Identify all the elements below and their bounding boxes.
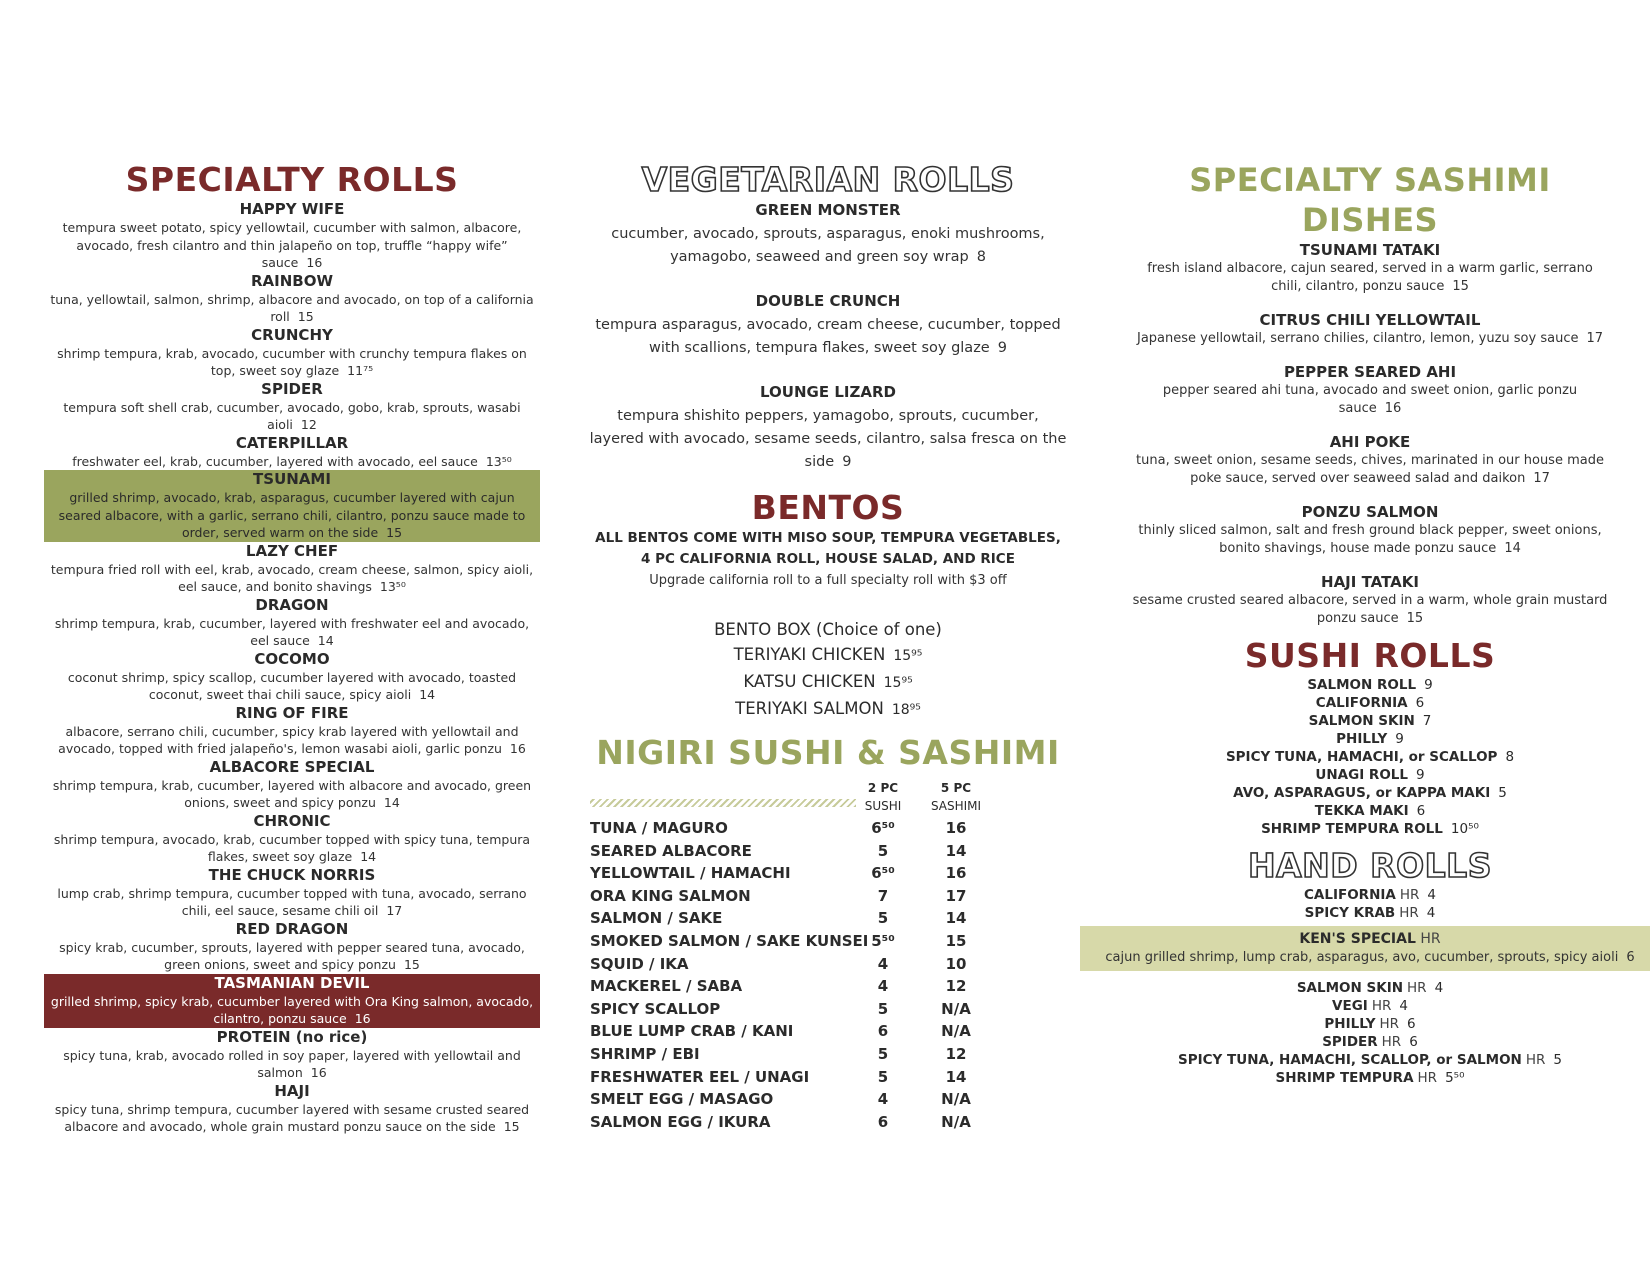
roll-desc — [48, 885, 536, 920]
sushi-roll-price: 9 — [1416, 767, 1425, 783]
nigiri-sashimi-price: 14 — [945, 1067, 967, 1086]
roll-name: LAZY CHEF — [245, 541, 339, 560]
sashimi-dish-price: 17 — [1586, 331, 1604, 346]
specialty-roll-item — [44, 326, 540, 380]
nigiri-name: MACKEREL / SABA — [590, 977, 743, 996]
specialty-roll-item — [44, 542, 540, 596]
sushi-rolls-list — [1130, 676, 1610, 838]
roll-desc-text: spicy tuna, krab, avocado rolled in soy paper, layered with yellowtail and salmon — [63, 1047, 521, 1080]
roll-price: 15 — [386, 525, 403, 540]
kens-special-price: 6 — [1626, 950, 1635, 965]
sashimi-dish-desc — [1130, 452, 1610, 488]
sashimi-dish-desc-text: Japanese yellowtail, serrano chilies, cilantro, lemon, yuzu soy sauce — [1136, 331, 1579, 346]
roll-name: HAJI — [274, 1081, 310, 1100]
nigiri-row — [588, 864, 1068, 887]
specialty-roll-item — [44, 1082, 540, 1136]
sushi-roll-item — [1130, 820, 1610, 838]
sashimi-dishes-title: SPECIALTY SASHIMI DISHES — [1189, 161, 1551, 239]
roll-desc-text: freshwater eel, krab, cucumber, layered with avocado, eel sauce — [72, 453, 478, 469]
nigiri-name: SALMON EGG / IKURA — [590, 1112, 771, 1131]
nigiri-sashimi-price: N/A — [941, 1022, 971, 1041]
sashimi-dish-item — [1130, 310, 1610, 348]
sushi-roll-price: 9 — [1424, 677, 1433, 693]
sushi-roll-price: 6 — [1416, 803, 1426, 819]
veg-roll-desc — [588, 314, 1068, 360]
sashimi-dish-desc-text: pepper seared ahi tuna, avocado and sweet onion, garlic ponzu sauce — [1162, 383, 1578, 416]
roll-desc — [48, 399, 536, 434]
hand-roll-price: 4 — [1434, 980, 1444, 996]
roll-desc — [48, 291, 536, 326]
sashimi-dishes-list — [1130, 240, 1610, 628]
nigiri-row — [588, 932, 1068, 955]
roll-desc — [48, 615, 536, 650]
nigiri-sushi-price: 5 — [877, 1067, 889, 1086]
sushi-roll-item — [1130, 766, 1610, 784]
vegetarian-rolls-title: VEGETARIAN ROLLS — [641, 160, 1015, 199]
sushi-roll-name: SALMON ROLL — [1307, 677, 1417, 693]
roll-desc-text: tempura fried roll with eel, krab, avocado, cream cheese, salmon, spicy aioli, eel sauce, and bonito shavings — [50, 561, 534, 594]
specialty-rolls-title: SPECIALTY ROLLS — [125, 160, 459, 199]
bento-list — [588, 642, 1068, 723]
sashimi-dish-name: HAJI TATAKI — [1321, 573, 1419, 591]
roll-price: 16 — [306, 255, 323, 270]
sushi-roll-item — [1130, 802, 1610, 820]
roll-name: COCOMO — [254, 649, 330, 668]
specialty-roll-item — [44, 920, 540, 974]
kens-special-desc-text: cajun grilled shrimp, lump crab, asparagus, avo, cucumber, sprouts, spicy aioli — [1105, 950, 1619, 965]
sashimi-dish-price: 15 — [1406, 611, 1424, 626]
sushi-roll-name: SALMON SKIN — [1308, 713, 1415, 729]
hand-roll-price: 6 — [1407, 1016, 1416, 1032]
specialty-roll-item — [44, 866, 540, 920]
sushi-rolls-title: SUSHI ROLLS — [1244, 636, 1496, 675]
decorative-hatch — [590, 799, 856, 807]
nigiri-row — [588, 842, 1068, 865]
nigiri-sashimi-label: SASHIMI — [930, 799, 982, 813]
kens-special-title: KEN'S SPECIAL — [1299, 931, 1416, 947]
hand-roll-price: 4 — [1399, 998, 1408, 1014]
hr-tag: HR — [1381, 1034, 1402, 1050]
sashimi-dish-desc-text: fresh island albacore, cajun seared, served in a warm garlic, serrano chili, cilantro, ponzu sauce — [1147, 261, 1593, 294]
specialty-roll-item — [44, 596, 540, 650]
nigiri-sushi-price: 5⁵⁰ — [871, 931, 895, 950]
hr-tag: HR — [1379, 1016, 1400, 1032]
nigiri-sashimi-price: 12 — [945, 977, 967, 996]
bentos-upgrade-note: Upgrade california roll to a full specialty roll with $3 off — [649, 573, 1007, 588]
specialty-roll-item — [44, 272, 540, 326]
veg-roll-name: DOUBLE CRUNCH — [755, 292, 901, 310]
bento-box-heading: BENTO BOX (Choice of one) — [714, 620, 942, 639]
nigiri-row — [588, 1000, 1068, 1023]
veg-roll-desc — [588, 405, 1068, 474]
roll-name: CHRONIC — [253, 811, 331, 830]
roll-name: CATERPILLAR — [235, 433, 349, 452]
kens-special-box — [1080, 926, 1650, 971]
specialty-roll-item — [44, 434, 540, 471]
sashimi-dish-price: 16 — [1384, 401, 1402, 416]
hr-tag: HR — [1420, 931, 1441, 947]
roll-desc-text: grilled shrimp, avocado, krab, asparagus, cucumber layered with cajun seared albacore, with a garlic, serrano chili, cilantro, ponzu sauce made to order, served warm on the side — [58, 490, 526, 540]
nigiri-table — [588, 819, 1068, 1135]
sushi-roll-name: TEKKA MAKI — [1314, 803, 1409, 819]
sushi-roll-item — [1130, 676, 1610, 694]
sashimi-dish-desc-text: tuna, sweet onion, sesame seeds, chives, marinated in our house made poke sauce, served over seaweed salad and daikon — [1136, 453, 1604, 486]
nigiri-row — [588, 1113, 1068, 1136]
roll-name: ALBACORE SPECIAL — [209, 757, 375, 776]
roll-price: 14 — [419, 687, 436, 702]
specialty-rolls-column — [44, 160, 540, 1136]
nigiri-name: BLUE LUMP CRAB / KANI — [590, 1022, 794, 1041]
hand-roll-price: 6 — [1409, 1034, 1418, 1050]
nigiri-sushi-count: 2 PC — [867, 781, 899, 795]
sashimi-dish-name: TSUNAMI TATAKI — [1299, 241, 1441, 259]
specialty-roll-item — [44, 380, 540, 434]
specialty-roll-item — [44, 812, 540, 866]
sushi-roll-item — [1130, 748, 1610, 766]
hand-roll-price: 5⁵⁰ — [1445, 1070, 1465, 1086]
nigiri-row — [588, 955, 1068, 978]
roll-desc-text: albacore, serrano chili, cucumber, spicy krab layered with yellowtail and avocado, topped with fried jalapeño's, lemon wasabi aioli, garlic ponzu — [58, 723, 519, 756]
roll-desc-text: shrimp tempura, krab, avocado, cucumber with crunchy tempura flakes on top, sweet soy glaze — [57, 345, 527, 378]
sashimi-dish-item — [1130, 432, 1610, 488]
nigiri-row — [588, 977, 1068, 1000]
roll-desc-text: shrimp tempura, avocado, krab, cucumber topped with spicy tuna, tempura flakes, sweet soy glaze — [53, 831, 531, 864]
nigiri-name: SMOKED SALMON / SAKE KUNSEI — [590, 931, 869, 950]
nigiri-row — [588, 887, 1068, 910]
nigiri-header — [588, 779, 1068, 819]
roll-price: 15 — [297, 309, 314, 324]
hand-roll-name: SPICY KRAB — [1304, 905, 1396, 921]
bento-item — [588, 669, 1068, 696]
sashimi-dish-price: 17 — [1533, 471, 1550, 486]
roll-price: 16 — [509, 741, 526, 756]
sushi-roll-name: CALIFORNIA — [1315, 695, 1408, 711]
hand-roll-item — [1130, 997, 1610, 1015]
nigiri-name: SQUID / IKA — [590, 954, 689, 973]
hand-roll-name: CALIFORNIA — [1304, 887, 1396, 903]
sushi-roll-item — [1130, 784, 1610, 802]
hand-roll-name: SHRIMP TEMPURA — [1275, 1070, 1414, 1086]
roll-price: 15 — [403, 957, 420, 972]
nigiri-sushi-price: 5 — [877, 1044, 889, 1063]
bento-price: 18⁹⁵ — [891, 702, 921, 718]
specialty-roll-item — [44, 470, 540, 542]
sashimi-dish-desc-text: thinly sliced salmon, salt and fresh ground black pepper, sweet onions, bonito shavings, house made ponzu sauce — [1138, 523, 1602, 556]
veg-roll-name: GREEN MONSTER — [755, 201, 901, 219]
roll-name: THE CHUCK NORRIS — [208, 865, 376, 884]
sushi-roll-item — [1130, 730, 1610, 748]
roll-name: CRUNCHY — [251, 325, 333, 344]
roll-desc — [48, 561, 536, 596]
roll-desc-text: spicy krab, cucumber, sprouts, layered with pepper seared tuna, avocado, green onions, sweet and spicy ponzu — [59, 939, 525, 972]
hand-rolls-list-bottom — [1130, 979, 1610, 1087]
roll-name: PROTEIN (no rice) — [216, 1027, 368, 1046]
hand-rolls-list-top — [1130, 886, 1610, 922]
nigiri-sashimi-price: N/A — [941, 999, 971, 1018]
specialty-roll-item — [44, 704, 540, 758]
specialty-rolls-list — [44, 200, 540, 1136]
hand-roll-price: 4 — [1426, 905, 1436, 921]
nigiri-row — [588, 1022, 1068, 1045]
roll-desc — [48, 453, 536, 471]
specialty-roll-item — [44, 1028, 540, 1082]
roll-desc-text: tempura soft shell crab, cucumber, avocado, gobo, krab, sprouts, wasabi aioli — [63, 399, 521, 432]
hand-roll-name: SALMON SKIN — [1296, 980, 1404, 996]
hand-roll-item — [1130, 1015, 1610, 1033]
roll-price: 16 — [354, 1011, 371, 1026]
bento-name: KATSU CHICKEN — [743, 672, 876, 691]
nigiri-sashimi-price: N/A — [941, 1112, 971, 1131]
roll-desc-text: tuna, yellowtail, salmon, shrimp, albacore and avocado, on top of a california roll — [50, 291, 534, 324]
nigiri-sushi-header — [848, 779, 918, 815]
hr-tag: HR — [1399, 887, 1420, 903]
roll-price: 16 — [310, 1065, 327, 1080]
veg-roll-desc-text: tempura shishito peppers, yamagobo, sprouts, cucumber, layered with avocado, sesame seeds, cilantro, salsa fresca on the side — [589, 408, 1067, 470]
sushi-roll-price: 8 — [1505, 749, 1515, 765]
roll-price: 13⁵⁰ — [379, 579, 406, 594]
roll-desc — [48, 345, 536, 380]
vegetarian-rolls-list — [588, 200, 1068, 474]
hand-roll-price: 4 — [1427, 887, 1436, 903]
sashimi-dish-price: 15 — [1452, 279, 1469, 294]
sushi-roll-name: AVO, ASPARAGUS, or KAPPA MAKI — [1233, 785, 1491, 801]
veg-roll-desc-text: tempura asparagus, avocado, cream cheese, cucumber, topped with scallions, tempura flakes, sweet soy glaze — [595, 317, 1061, 356]
nigiri-sashimi-price: 10 — [945, 954, 967, 973]
sushi-roll-name: UNAGI ROLL — [1315, 767, 1408, 783]
roll-name: SPIDER — [261, 379, 323, 398]
roll-price: 13⁵⁰ — [485, 453, 512, 469]
roll-name: RED DRAGON — [235, 919, 349, 938]
nigiri-sashimi-price: 16 — [945, 819, 967, 837]
roll-desc — [48, 669, 536, 704]
hr-tag: HR — [1525, 1052, 1546, 1068]
hand-roll-name: PHILLY — [1324, 1016, 1376, 1032]
nigiri-name: ORA KING SALMON — [590, 886, 751, 905]
bento-name: TERIYAKI SALMON — [735, 699, 884, 718]
roll-price: 14 — [383, 795, 400, 810]
roll-desc — [48, 219, 536, 272]
sashimi-dish-desc — [1130, 522, 1610, 558]
nigiri-sushi-price: 4 — [877, 1090, 889, 1109]
roll-desc — [48, 939, 536, 974]
roll-desc — [48, 831, 536, 866]
hand-roll-item — [1130, 1069, 1610, 1087]
nigiri-sushi-price: 7 — [877, 886, 889, 905]
sashimi-dish-desc — [1130, 592, 1610, 628]
sashimi-dish-name: PONZU SALMON — [1301, 503, 1439, 521]
roll-price: 12 — [300, 417, 317, 432]
roll-desc-text: shrimp tempura, krab, cucumber, layered with freshwater eel and avocado, eel sauce — [54, 615, 530, 648]
sashimi-dish-item — [1130, 572, 1610, 628]
roll-price: 17 — [386, 903, 403, 918]
nigiri-sushi-price: 4 — [877, 977, 889, 996]
roll-desc — [48, 489, 536, 542]
veg-roll-item — [588, 291, 1068, 360]
veg-roll-price: 8 — [976, 249, 986, 265]
sashimi-dish-name: PEPPER SEARED AHI — [1283, 363, 1457, 381]
nigiri-sushi-price: 6 — [877, 1112, 889, 1131]
sushi-roll-price: 10⁵⁰ — [1450, 821, 1479, 837]
sashimi-dish-name: AHI POKE — [1329, 433, 1411, 451]
nigiri-sushi-price: 5 — [877, 841, 889, 860]
specialty-roll-item — [44, 200, 540, 272]
right-column — [1105, 160, 1635, 1087]
specialty-roll-item — [44, 974, 540, 1028]
sashimi-dish-item — [1130, 502, 1610, 558]
hr-tag: HR — [1371, 998, 1392, 1014]
nigiri-sashimi-price: 14 — [945, 909, 967, 928]
roll-desc-text: spicy tuna, shrimp tempura, cucumber layered with sesame crusted seared albacore and avocado, whole grain mustard ponzu sauce on the side — [54, 1101, 530, 1134]
hand-roll-item — [1130, 979, 1610, 997]
nigiri-row — [588, 1045, 1068, 1068]
bento-item — [588, 642, 1068, 669]
hand-rolls-title: HAND ROLLS — [1248, 846, 1492, 885]
hand-roll-price: 5 — [1553, 1052, 1562, 1068]
sashimi-dish-desc — [1130, 330, 1610, 348]
roll-name: DRAGON — [255, 595, 329, 614]
sashimi-dish-item — [1130, 240, 1610, 296]
roll-desc — [48, 993, 536, 1028]
roll-desc-text: shrimp tempura, krab, cucumber, layered with albacore and avocado, green onions, sweet and spicy ponzu — [52, 777, 532, 810]
nigiri-sashimi-price: 17 — [945, 886, 967, 905]
hand-roll-item — [1130, 1033, 1610, 1051]
nigiri-sashimi-price: 12 — [945, 1044, 967, 1063]
nigiri-row — [588, 819, 1068, 842]
nigiri-name: SMELT EGG / MASAGO — [590, 1090, 774, 1109]
sashimi-dish-desc — [1130, 260, 1610, 296]
nigiri-sushi-price: 6 — [877, 1022, 889, 1041]
sushi-roll-price: 6 — [1415, 695, 1425, 711]
nigiri-row — [588, 909, 1068, 932]
specialty-roll-item — [44, 650, 540, 704]
veg-roll-item — [588, 200, 1068, 269]
bento-price: 15⁹⁵ — [883, 675, 913, 691]
hr-tag: HR — [1399, 905, 1419, 921]
veg-roll-desc-text: cucumber, avocado, sprouts, asparagus, enoki mushrooms, yamagobo, seaweed and green soy wrap — [611, 226, 1045, 265]
nigiri-name: TUNA / MAGURO — [590, 819, 728, 837]
sushi-roll-price: 5 — [1498, 785, 1507, 801]
nigiri-name: YELLOWTAIL / HAMACHI — [590, 864, 791, 883]
nigiri-sushi-price: 5 — [877, 999, 889, 1018]
hand-roll-name: VEGI — [1332, 998, 1368, 1014]
veg-roll-item — [588, 382, 1068, 474]
roll-desc — [48, 723, 536, 758]
roll-price: 14 — [317, 633, 334, 648]
roll-desc — [48, 1101, 536, 1136]
sashimi-dish-desc-text: sesame crusted seared albacore, served in a warm, whole grain mustard ponzu sauce — [1132, 593, 1608, 626]
roll-price: 15 — [503, 1119, 520, 1134]
kens-special-name — [1080, 930, 1650, 949]
nigiri-name: SALMON / SAKE — [590, 909, 723, 928]
specialty-roll-item — [44, 758, 540, 812]
sushi-roll-price: 9 — [1395, 731, 1404, 747]
nigiri-title: NIGIRI SUSHI & SASHIMI — [596, 733, 1060, 772]
roll-desc-text: tempura sweet potato, spicy yellowtail, cucumber with salmon, albacore, avocado, fresh cilantro and thin jalapeño on top, truffle “happy wife” sauce — [62, 220, 522, 270]
hand-roll-item — [1130, 1051, 1610, 1069]
nigiri-sashimi-count: 5 PC — [940, 781, 972, 795]
bentos-title: BENTOS — [751, 488, 905, 527]
roll-name: RING OF FIRE — [235, 703, 349, 722]
hand-roll-item — [1130, 904, 1610, 922]
roll-name: TSUNAMI — [253, 470, 331, 488]
nigiri-sashimi-price: 14 — [945, 841, 967, 860]
roll-desc-text: lump crab, shrimp tempura, cucumber topped with tuna, avocado, serrano chili, eel sauce, sesame chili oil — [57, 885, 527, 918]
roll-name: RAINBOW — [250, 271, 334, 290]
hand-roll-name: SPIDER — [1322, 1034, 1378, 1050]
nigiri-sashimi-header — [921, 779, 991, 815]
nigiri-name: SEARED ALBACORE — [590, 841, 752, 860]
roll-desc-text: grilled shrimp, spicy krab, cucumber layered with Ora King salmon, avocado, cilantro, ponzu sauce — [50, 993, 534, 1026]
nigiri-sushi-price: 5 — [877, 909, 889, 928]
nigiri-name: SHRIMP / EBI — [590, 1044, 700, 1063]
roll-desc-text: coconut shrimp, spicy scallop, cucumber layered with avocado, toasted coconut, sweet thai chili sauce, spicy aioli — [67, 669, 517, 702]
sashimi-dish-desc — [1130, 382, 1610, 418]
middle-column — [588, 160, 1068, 1135]
sashimi-dish-price: 14 — [1504, 541, 1521, 556]
veg-roll-desc — [588, 223, 1068, 269]
sushi-roll-item — [1130, 694, 1610, 712]
sushi-roll-name: SPICY TUNA, HAMACHI, or SCALLOP — [1225, 749, 1498, 765]
sushi-roll-name: SHRIMP TEMPURA ROLL — [1261, 821, 1443, 837]
veg-roll-price: 9 — [997, 340, 1007, 356]
nigiri-sushi-price: 4 — [877, 954, 889, 973]
nigiri-name: FRESHWATER EEL / UNAGI — [590, 1067, 810, 1086]
roll-name: TASMANIAN DEVIL — [214, 973, 370, 992]
nigiri-row — [588, 1090, 1068, 1113]
nigiri-sushi-price: 6⁵⁰ — [871, 864, 895, 883]
kens-special-desc — [1080, 949, 1650, 967]
hr-tag: HR — [1407, 980, 1427, 996]
nigiri-name: SPICY SCALLOP — [590, 999, 721, 1018]
nigiri-sashimi-price: 15 — [945, 931, 967, 950]
roll-price: 14 — [360, 849, 377, 864]
bento-price: 15⁹⁵ — [893, 648, 923, 664]
veg-roll-price: 9 — [842, 454, 852, 470]
roll-desc — [48, 777, 536, 812]
hr-tag: HR — [1417, 1070, 1438, 1086]
hand-roll-name: SPICY TUNA, HAMACHI, SCALLOP, or SALMON — [1178, 1052, 1522, 1068]
bentos-note-line1: ALL BENTOS COME WITH MISO SOUP, TEMPURA VEGETABLES, — [595, 530, 1061, 546]
nigiri-row — [588, 1068, 1068, 1091]
bento-item — [588, 696, 1068, 723]
bentos-note-line2: 4 PC CALIFORNIA ROLL, HOUSE SALAD, AND RICE — [641, 551, 1015, 567]
roll-name: HAPPY WIFE — [239, 200, 345, 218]
nigiri-sashimi-price: N/A — [941, 1090, 971, 1109]
roll-desc — [48, 1047, 536, 1082]
veg-roll-name: LOUNGE LIZARD — [760, 383, 896, 401]
nigiri-sushi-price: 6⁵⁰ — [871, 819, 895, 837]
nigiri-sushi-label: SUSHI — [864, 799, 902, 813]
sushi-roll-item — [1130, 712, 1610, 730]
sushi-roll-price: 7 — [1422, 713, 1432, 729]
roll-price: 11⁷⁵ — [347, 363, 374, 378]
sashimi-dish-name: CITRUS CHILI YELLOWTAIL — [1259, 311, 1481, 329]
sushi-roll-name: PHILLY — [1336, 731, 1388, 747]
nigiri-sashimi-price: 16 — [945, 864, 967, 883]
bento-name: TERIYAKI CHICKEN — [733, 645, 886, 664]
hand-roll-item — [1130, 886, 1610, 904]
sashimi-dish-item — [1130, 362, 1610, 418]
